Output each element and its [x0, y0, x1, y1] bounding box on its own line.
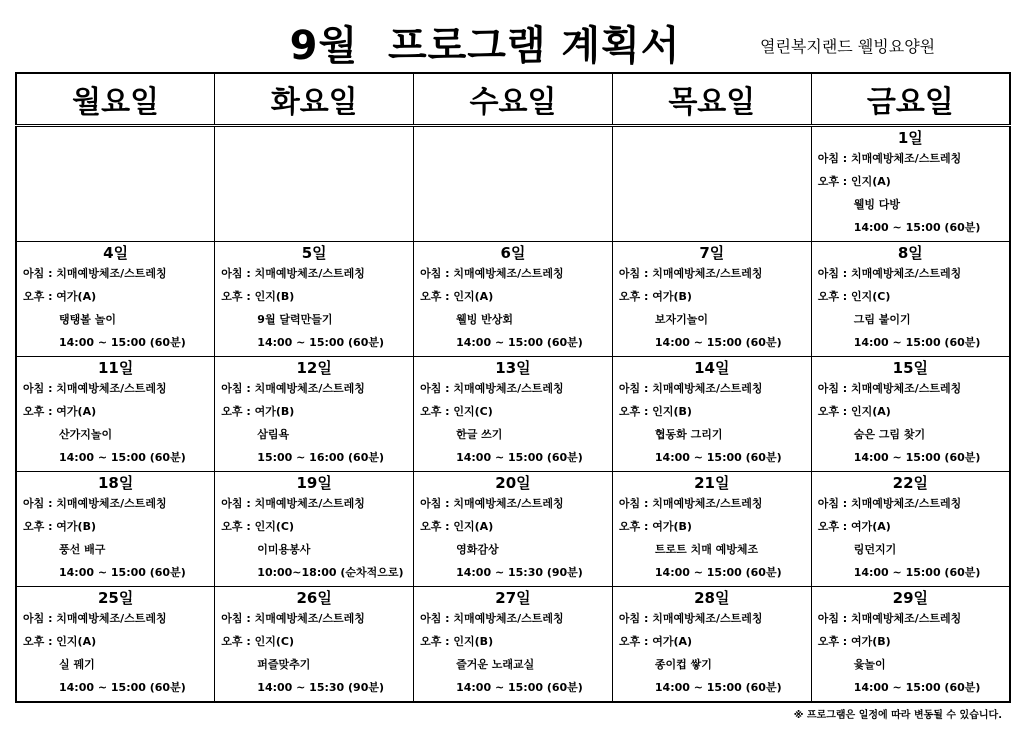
activity-name: 산가지놀이 [59, 428, 113, 441]
activity-name: 종이컵 쌓기 [654, 658, 712, 671]
morning-program: 아침 : 치매예방체조/스트레칭 [618, 267, 763, 280]
morning-program: 아침 : 치매예방체조/스트레칭 [23, 382, 167, 395]
day-number: 7일 [699, 244, 725, 262]
day-cell [612, 472, 811, 587]
afternoon-program: 오후 : 인지(A) [420, 290, 494, 303]
afternoon-program: 오후 : 인지(A) [420, 520, 494, 533]
morning-program: 아침 : 치매예방체조/스트레칭 [221, 267, 365, 280]
morning-program: 아침 : 치매예방체조/스트레칭 [420, 497, 564, 510]
afternoon-program: 오후 : 인지(B) [420, 635, 494, 648]
afternoon-program: 오후 : 여가(A) [23, 405, 97, 418]
day-cell [16, 357, 215, 472]
day-number: 14일 [694, 359, 730, 377]
empty-day-cell [414, 126, 613, 242]
day-cell [16, 472, 215, 587]
day-cell [811, 472, 1010, 587]
organization-name: 열린복지랜드 웰빙요양원 [760, 37, 936, 56]
activity-name: 즐거운 노래교실 [456, 658, 535, 671]
day-cell [414, 472, 613, 587]
week-row [16, 587, 1010, 703]
day-cell [612, 357, 811, 472]
footer-note: ※ 프로그램은 일정에 따라 변동될 수 있습니다. [793, 710, 1002, 721]
activity-time: 14:00 ~ 15:00 (60분) [654, 681, 782, 694]
day-number: 13일 [495, 359, 531, 377]
day-number: 27일 [495, 589, 531, 607]
morning-program: 아침 : 치매예방체조/스트레칭 [23, 612, 167, 625]
weekday-header: 수요일 [414, 73, 613, 126]
empty-day-cell [215, 126, 414, 242]
activity-time: 14:00 ~ 15:00 (60분) [456, 451, 583, 464]
morning-program: 아침 : 치매예방체조/스트레칭 [221, 612, 365, 625]
activity-time: 14:00 ~ 15:00 (60분) [853, 221, 981, 234]
day-cell [612, 587, 811, 703]
day-cell [811, 357, 1010, 472]
day-cell [414, 242, 613, 357]
day-cell [811, 242, 1010, 357]
activity-time: 14:00 ~ 15:00 (60분) [456, 336, 583, 349]
weekday-header: 월요일 [16, 73, 215, 126]
day-number: 1일 [897, 129, 923, 147]
activity-time: 14:00 ~ 15:00 (60분) [654, 336, 782, 349]
activity-time: 14:00 ~ 15:00 (60분) [853, 336, 981, 349]
afternoon-program: 오후 : 인지(A) [817, 175, 891, 188]
activity-name: 보자기놀이 [654, 313, 709, 326]
program-calendar [15, 72, 1011, 703]
day-number: 28일 [694, 589, 730, 607]
afternoon-program: 오후 : 여가(B) [618, 290, 692, 303]
activity-time: 14:00 ~ 15:00 (60분) [59, 336, 186, 349]
activity-time: 14:00 ~ 15:00 (60분) [853, 566, 981, 579]
afternoon-program: 오후 : 여가(B) [817, 635, 891, 648]
activity-time: 14:00 ~ 15:00 (60분) [456, 681, 583, 694]
afternoon-program: 오후 : 여가(B) [23, 520, 97, 533]
weekday-header: 금요일 [811, 73, 1010, 126]
morning-program: 아침 : 치매예방체조/스트레칭 [618, 612, 763, 625]
afternoon-program: 오후 : 인지(C) [817, 290, 891, 303]
activity-name: 링던지기 [853, 543, 897, 556]
day-number: 26일 [296, 589, 332, 607]
week-row [16, 472, 1010, 587]
activity-name: 삼림욕 [257, 428, 290, 441]
day-number: 18일 [97, 474, 134, 492]
morning-program: 아침 : 치매예방체조/스트레칭 [23, 267, 167, 280]
morning-program: 아침 : 치매예방체조/스트레칭 [817, 267, 962, 280]
day-number: 5일 [301, 244, 327, 262]
activity-name: 웰빙 반상회 [456, 313, 514, 326]
weekday-header-row [16, 73, 1010, 126]
day-cell [16, 587, 215, 703]
morning-program: 아침 : 치매예방체조/스트레칭 [221, 382, 365, 395]
activity-name: 퍼즐맞추기 [257, 658, 311, 671]
morning-program: 아침 : 치매예방체조/스트레칭 [221, 497, 365, 510]
day-cell [16, 242, 215, 357]
activity-name: 한글 쓰기 [456, 428, 503, 441]
day-cell [215, 242, 414, 357]
afternoon-program: 오후 : 인지(C) [221, 635, 294, 648]
afternoon-program: 오후 : 인지(B) [221, 290, 295, 303]
day-cell [414, 587, 613, 703]
activity-name: 그림 붙이기 [853, 313, 911, 326]
week-row [16, 242, 1010, 357]
day-cell [811, 587, 1010, 703]
afternoon-program: 오후 : 여가(A) [817, 520, 891, 533]
activity-time: 14:00 ~ 15:00 (60분) [853, 681, 981, 694]
activity-name: 숨은 그림 찾기 [853, 428, 926, 441]
activity-time: 15:00 ~ 16:00 (60분) [257, 451, 385, 464]
afternoon-program: 오후 : 여가(B) [618, 520, 692, 533]
day-cell [215, 472, 414, 587]
activity-time: 10:00~18:00 (순차적으로) [257, 566, 404, 579]
empty-day-cell [16, 126, 215, 242]
day-cell [811, 126, 1010, 242]
morning-program: 아침 : 치매예방체조/스트레칭 [23, 497, 167, 510]
day-number: 6일 [500, 244, 526, 262]
morning-program: 아침 : 치매예방체조/스트레칭 [420, 267, 564, 280]
day-number: 19일 [296, 474, 332, 492]
day-number: 4일 [103, 244, 129, 262]
weekday-header: 화요일 [215, 73, 414, 126]
morning-program: 아침 : 치매예방체조/스트레칭 [817, 382, 962, 395]
activity-name: 트로트 치매 예방체조 [654, 543, 759, 556]
activity-time: 14:00 ~ 15:00 (60분) [59, 451, 186, 464]
activity-name: 이미용봉사 [257, 543, 311, 556]
empty-day-cell [612, 126, 811, 242]
activity-name: 풍선 배구 [59, 543, 106, 556]
page-title: 9월 프로그램 계획서 [289, 23, 681, 69]
morning-program: 아침 : 치매예방체조/스트레칭 [817, 152, 962, 165]
day-number: 11일 [97, 359, 134, 377]
morning-program: 아침 : 치매예방체조/스트레칭 [817, 612, 962, 625]
morning-program: 아침 : 치매예방체조/스트레칭 [618, 497, 763, 510]
afternoon-program: 오후 : 여가(B) [221, 405, 295, 418]
day-number: 12일 [296, 359, 332, 377]
activity-name: 윷놀이 [853, 658, 886, 671]
morning-program: 아침 : 치매예방체조/스트레칭 [618, 382, 763, 395]
activity-time: 14:00 ~ 15:00 (60분) [257, 336, 385, 349]
activity-time: 14:00 ~ 15:30 (90분) [257, 681, 385, 694]
afternoon-program: 오후 : 인지(A) [817, 405, 891, 418]
day-number: 25일 [97, 589, 134, 607]
activity-time: 14:00 ~ 15:00 (60분) [853, 451, 981, 464]
day-number: 8일 [897, 244, 923, 262]
weekday-header: 목요일 [612, 73, 811, 126]
afternoon-program: 오후 : 인지(C) [420, 405, 493, 418]
activity-time: 14:00 ~ 15:00 (60분) [654, 451, 782, 464]
activity-name: 탱탱볼 놀이 [59, 313, 116, 326]
afternoon-program: 오후 : 인지(B) [618, 405, 692, 418]
day-number: 20일 [495, 474, 531, 492]
activity-name: 협동화 그리기 [654, 428, 723, 441]
day-cell [215, 357, 414, 472]
activity-name: 웰빙 다방 [853, 198, 901, 211]
day-number: 29일 [892, 589, 929, 607]
week-row [16, 126, 1010, 242]
activity-time: 14:00 ~ 15:30 (90분) [456, 566, 583, 579]
week-row [16, 357, 1010, 472]
activity-time: 14:00 ~ 15:00 (60분) [59, 681, 186, 694]
afternoon-program: 오후 : 여가(A) [23, 290, 97, 303]
activity-name: 영화감상 [456, 543, 499, 556]
day-number: 22일 [892, 474, 929, 492]
morning-program: 아침 : 치매예방체조/스트레칭 [420, 612, 564, 625]
day-number: 15일 [892, 359, 929, 377]
day-cell [612, 242, 811, 357]
morning-program: 아침 : 치매예방체조/스트레칭 [817, 497, 962, 510]
activity-name: 실 꿰기 [59, 658, 95, 671]
day-cell [215, 587, 414, 703]
afternoon-program: 오후 : 여가(A) [618, 635, 693, 648]
morning-program: 아침 : 치매예방체조/스트레칭 [420, 382, 564, 395]
day-cell [414, 357, 613, 472]
day-number: 21일 [694, 474, 730, 492]
afternoon-program: 오후 : 인지(C) [221, 520, 294, 533]
afternoon-program: 오후 : 인지(A) [23, 635, 97, 648]
activity-name: 9월 달력만들기 [257, 313, 333, 326]
activity-time: 14:00 ~ 15:00 (60분) [59, 566, 186, 579]
activity-time: 14:00 ~ 15:00 (60분) [654, 566, 782, 579]
